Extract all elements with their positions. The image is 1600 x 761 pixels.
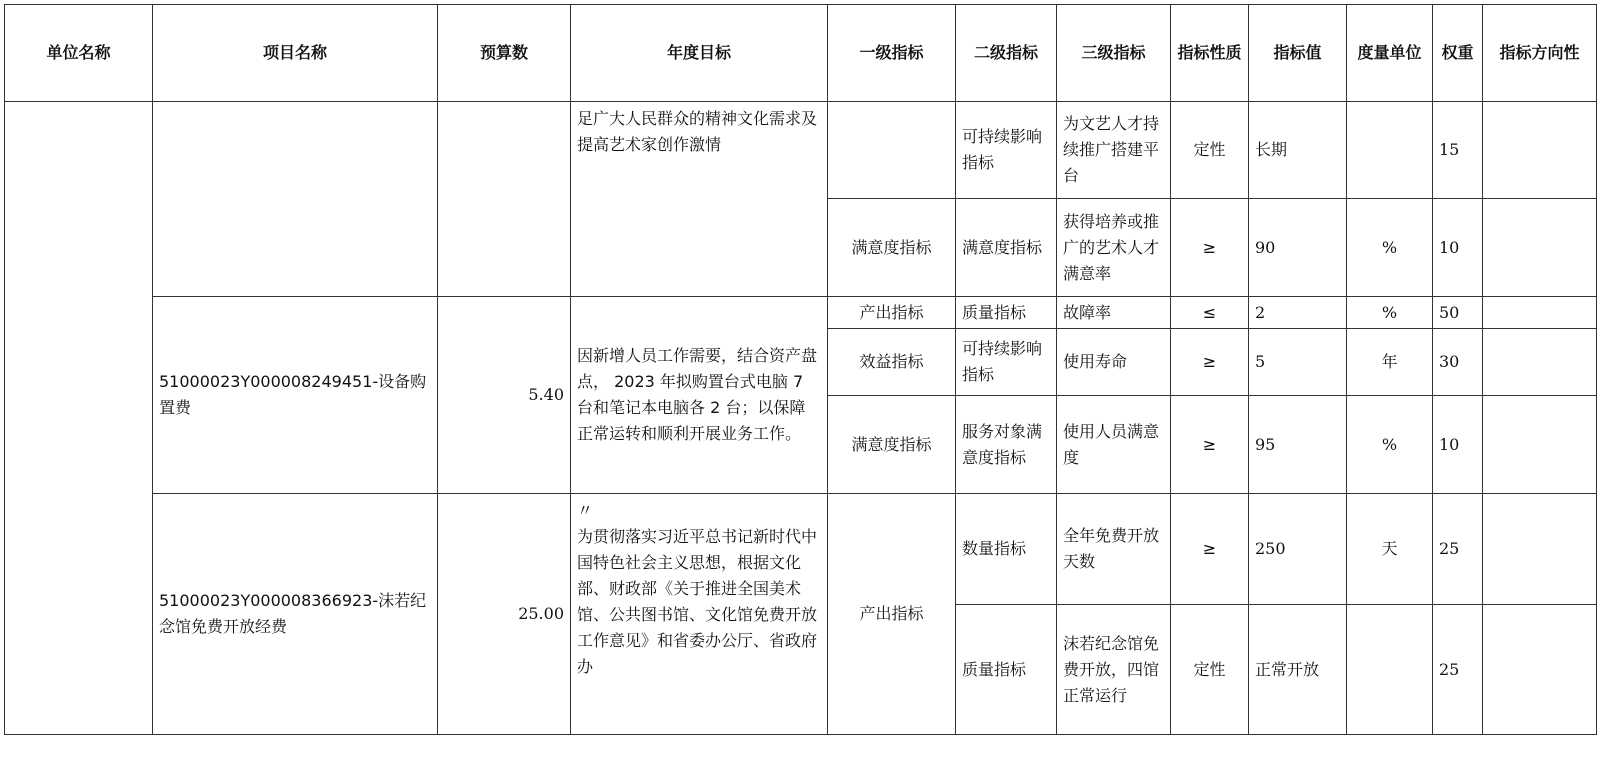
level2-cell: 质量指标 [956,605,1057,735]
direction-cell [1483,605,1597,735]
weight-cell: 50 [1433,297,1483,329]
level3-cell: 获得培养或推广的艺术人才满意率 [1057,199,1171,297]
value-cell: 长期 [1249,102,1347,199]
nature-cell: ≥ [1171,494,1249,605]
level3-cell: 使用人员满意度 [1057,396,1171,494]
header-level3: 三级指标 [1057,5,1171,102]
project-name-cell: 51000023Y000008366923-沫若纪念馆免费开放经费 [153,494,438,735]
level2-cell: 满意度指标 [956,199,1057,297]
weight-cell: 10 [1433,199,1483,297]
table-row [5,102,1597,199]
unit-cell [1347,102,1433,199]
annual-goal-cell: 因新增人员工作需要，结合资产盘点， 2023 年拟购置台式电脑 7 台和笔记本电脑各 2 台；以保障正常运转和顺利开展业务工作。 [571,297,828,494]
nature-cell: ≤ [1171,297,1249,329]
performance-table [4,4,1597,735]
level1-cell: 满意度指标 [828,199,956,297]
level2-cell: 数量指标 [956,494,1057,605]
project-name-cell [153,102,438,297]
nature-cell: 定性 [1171,605,1249,735]
nature-cell: ≥ [1171,199,1249,297]
value-cell: 5 [1249,329,1347,396]
value-cell: 90 [1249,199,1347,297]
unit-cell: % [1347,199,1433,297]
project-name-cell: 51000023Y000008249451-设备购置费 [153,297,438,494]
header-value: 指标值 [1249,5,1347,102]
level2-cell: 可持续影响指标 [956,329,1057,396]
level3-cell: 故障率 [1057,297,1171,329]
table-row [5,297,1597,329]
unit-cell: 天 [1347,494,1433,605]
level1-cell: 产出指标 [828,494,956,735]
level2-cell: 可持续影响指标 [956,102,1057,199]
header-budget: 预算数 [438,5,571,102]
header-annual-goal: 年度目标 [571,5,828,102]
level1-cell: 满意度指标 [828,396,956,494]
level2-cell: 质量指标 [956,297,1057,329]
level3-cell: 沫若纪念馆免费开放，四馆正常运行 [1057,605,1171,735]
weight-cell: 10 [1433,396,1483,494]
header-nature: 指标性质 [1171,5,1249,102]
direction-cell [1483,396,1597,494]
header-project-name: 项目名称 [153,5,438,102]
nature-cell: 定性 [1171,102,1249,199]
value-cell: 正常开放 [1249,605,1347,735]
unit-cell: % [1347,297,1433,329]
table-row [5,494,1597,605]
header-unit-name: 单位名称 [5,5,153,102]
annual-goal-text: 为贯彻落实习近平总书记新时代中国特色社会主义思想，根据文化部、财政部《关于推进全国美术馆、公共图书馆、文化馆免费开放工作意见》和省委办公厅、省政府办 [577,527,818,676]
header-unit: 度量单位 [1347,5,1433,102]
weight-cell: 30 [1433,329,1483,396]
value-cell: 250 [1249,494,1347,605]
direction-cell [1483,297,1597,329]
ditto-mark: 〃 [577,501,594,520]
level1-cell [828,102,956,199]
weight-cell: 15 [1433,102,1483,199]
value-cell: 95 [1249,396,1347,494]
nature-cell: ≥ [1171,329,1249,396]
level3-cell: 为文艺人才持续推广搭建平台 [1057,102,1171,199]
level1-cell: 效益指标 [828,329,956,396]
budget-cell [438,102,571,297]
level1-cell: 产出指标 [828,297,956,329]
direction-cell [1483,329,1597,396]
level2-cell: 服务对象满意度指标 [956,396,1057,494]
header-level1: 一级指标 [828,5,956,102]
unit-cell [1347,605,1433,735]
value-cell: 2 [1249,297,1347,329]
annual-goal-cell [571,494,828,735]
header-direction: 指标方向性 [1483,5,1597,102]
level3-cell: 全年免费开放天数 [1057,494,1171,605]
unit-cell: 年 [1347,329,1433,396]
unit-name-cell [5,102,153,735]
direction-cell [1483,199,1597,297]
annual-goal-cell: 足广大人民群众的精神文化需求及提高艺术家创作激情 [571,102,828,297]
header-weight: 权重 [1433,5,1483,102]
direction-cell [1483,102,1597,199]
header-row [5,5,1597,102]
budget-cell: 25.00 [438,494,571,735]
weight-cell: 25 [1433,494,1483,605]
direction-cell [1483,494,1597,605]
budget-cell: 5.40 [438,297,571,494]
unit-cell: % [1347,396,1433,494]
header-level2: 二级指标 [956,5,1057,102]
nature-cell: ≥ [1171,396,1249,494]
weight-cell: 25 [1433,605,1483,735]
level3-cell: 使用寿命 [1057,329,1171,396]
